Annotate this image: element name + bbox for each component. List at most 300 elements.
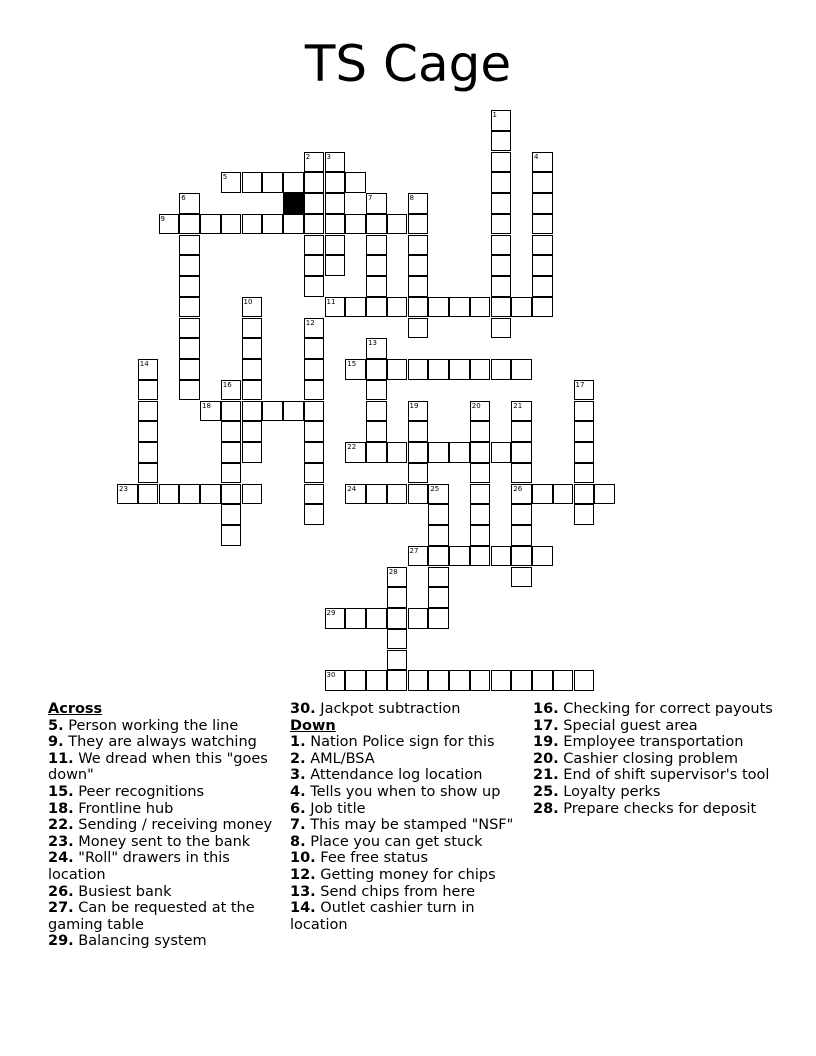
grid-cell[interactable] (283, 172, 304, 193)
grid-cell[interactable] (470, 525, 491, 546)
grid-cell[interactable] (470, 421, 491, 442)
grid-cell[interactable] (449, 670, 470, 691)
grid-cell[interactable] (532, 297, 553, 318)
grid-cell[interactable] (491, 193, 512, 214)
down-clue (290, 734, 522, 751)
grid-cell[interactable] (366, 255, 387, 276)
grid-cell[interactable] (387, 214, 408, 235)
grid-cell[interactable] (470, 442, 491, 463)
grid-cell[interactable] (242, 359, 263, 380)
grid-cell[interactable] (491, 214, 512, 235)
clue-text: Place you can get stuck (305, 833, 483, 850)
clue-number: 1. (290, 734, 306, 751)
grid-cell[interactable] (304, 484, 325, 505)
grid-cell[interactable] (117, 484, 138, 505)
grid-cell[interactable] (221, 525, 242, 546)
grid-cell[interactable] (387, 359, 408, 380)
grid-cell[interactable] (470, 670, 491, 691)
grid-cell[interactable] (242, 172, 263, 193)
grid-cell[interactable] (304, 214, 325, 235)
down-clue (290, 834, 522, 851)
grid-cell[interactable] (449, 442, 470, 463)
grid-cell[interactable] (221, 214, 242, 235)
grid-cell[interactable] (221, 172, 242, 193)
grid-cell[interactable] (428, 608, 449, 629)
grid-cell[interactable] (366, 297, 387, 318)
grid-cell[interactable] (511, 297, 532, 318)
grid-cell[interactable] (221, 442, 242, 463)
grid-cell[interactable] (408, 608, 429, 629)
grid-cell[interactable] (408, 235, 429, 256)
clue-number: 13. (290, 883, 316, 900)
clue-number: 18. (48, 800, 74, 817)
clue-number: 17. (533, 717, 559, 734)
grid-cell[interactable] (304, 235, 325, 256)
grid-cell[interactable] (511, 359, 532, 380)
clue-number: 21. (533, 767, 559, 784)
grid-cell[interactable] (449, 359, 470, 380)
down-clue (290, 751, 522, 768)
grid-cell[interactable] (366, 235, 387, 256)
grid-cell[interactable] (491, 152, 512, 173)
clue-text: End of shift supervisor's tool (558, 767, 770, 784)
grid-cell[interactable] (179, 318, 200, 339)
clue-text: Loyalty perks (558, 783, 661, 800)
grid-cell[interactable] (138, 421, 159, 442)
clue-text: Jackpot subtraction (315, 701, 461, 717)
grid-cell[interactable] (491, 359, 512, 380)
black-square (283, 193, 304, 214)
grid-cell[interactable] (491, 546, 512, 567)
grid-cell[interactable] (428, 484, 449, 505)
grid-cell[interactable] (345, 359, 366, 380)
grid-cell[interactable] (221, 421, 242, 442)
grid-cell[interactable] (470, 401, 491, 422)
clue-number-label: 28 (388, 567, 398, 576)
across-clue (48, 933, 278, 950)
clue-number-label: 10 (243, 297, 253, 306)
clue-number-label: 30 (326, 671, 336, 680)
grid-cell[interactable] (138, 401, 159, 422)
across-clue-list (48, 718, 278, 950)
clue-number: 3. (290, 767, 306, 784)
puzzle-title: TS Cage (304, 35, 512, 93)
grid-cell[interactable] (138, 463, 159, 484)
grid-cell[interactable] (325, 255, 346, 276)
grid-cell[interactable] (366, 401, 387, 422)
grid-cell[interactable] (428, 297, 449, 318)
clues-column-3 (533, 701, 783, 817)
grid-cell[interactable] (408, 401, 429, 422)
grid-cell[interactable] (511, 546, 532, 567)
clue-number: 15. (48, 783, 74, 800)
grid-cell[interactable] (304, 463, 325, 484)
grid-cell[interactable] (574, 484, 595, 505)
grid-cell[interactable] (408, 442, 429, 463)
clue-number: 28. (533, 800, 559, 817)
grid-cell[interactable] (491, 442, 512, 463)
grid-cell[interactable] (262, 401, 283, 422)
grid-cell[interactable] (138, 380, 159, 401)
grid-cell[interactable] (387, 297, 408, 318)
clue-text: Cashier closing problem (558, 750, 739, 767)
grid-cell[interactable] (491, 255, 512, 276)
grid-cell[interactable] (304, 318, 325, 339)
clue-text: Sending / receiving money (73, 817, 273, 834)
clue-text: Checking for correct payouts (558, 701, 773, 717)
grid-cell[interactable] (159, 214, 180, 235)
down-clue (290, 784, 522, 801)
grid-cell[interactable] (221, 380, 242, 401)
grid-cell[interactable] (470, 297, 491, 318)
grid-cell[interactable] (428, 567, 449, 588)
grid-cell[interactable] (532, 193, 553, 214)
grid-cell[interactable] (325, 608, 346, 629)
grid-cell[interactable] (179, 214, 200, 235)
grid-cell[interactable] (242, 318, 263, 339)
clue-number-label: 14 (139, 360, 149, 368)
down-clue (290, 767, 522, 784)
grid-cell[interactable] (221, 401, 242, 422)
clue-number-label: 9 (160, 214, 165, 223)
grid-cell[interactable] (408, 297, 429, 318)
grid-cell[interactable] (325, 152, 346, 173)
grid-cell[interactable] (242, 214, 263, 235)
grid-cell[interactable] (387, 587, 408, 608)
clue-text: Getting money for chips (315, 866, 496, 883)
clue-number-label: 3 (326, 152, 331, 161)
grid-cell[interactable] (408, 255, 429, 276)
grid-cell[interactable] (366, 276, 387, 297)
clue-number-label: 25 (430, 484, 440, 493)
grid-cell[interactable] (387, 670, 408, 691)
grid-cell[interactable] (511, 484, 532, 505)
clue-text: This may be stamped "NSF" (305, 817, 514, 834)
grid-cell[interactable] (159, 484, 180, 505)
clue-number-label: 6 (181, 194, 186, 202)
grid-cell[interactable] (491, 235, 512, 256)
grid-cell[interactable] (428, 525, 449, 546)
grid-cell[interactable] (200, 214, 221, 235)
clue-number: 19. (533, 734, 559, 751)
grid-cell[interactable] (304, 193, 325, 214)
clue-text: Tells you when to show up (305, 783, 501, 800)
grid-cell[interactable] (304, 172, 325, 193)
grid-cell[interactable] (179, 235, 200, 256)
grid-cell[interactable] (491, 670, 512, 691)
grid-cell[interactable] (221, 463, 242, 484)
clue-number: 10. (290, 850, 316, 867)
grid-cell[interactable] (553, 670, 574, 691)
grid-cell[interactable] (179, 380, 200, 401)
grid-cell[interactable] (428, 670, 449, 691)
down-clue (290, 801, 522, 818)
across-clue (48, 784, 278, 801)
grid-cell[interactable] (408, 463, 429, 484)
grid-cell[interactable] (428, 587, 449, 608)
clue-number: 25. (533, 783, 559, 800)
grid-cell[interactable] (574, 463, 595, 484)
grid-cell[interactable] (470, 484, 491, 505)
grid-cell[interactable] (366, 442, 387, 463)
grid-cell[interactable] (574, 421, 595, 442)
grid-cell[interactable] (491, 318, 512, 339)
grid-cell[interactable] (325, 235, 346, 256)
grid-cell[interactable] (511, 442, 532, 463)
grid-cell[interactable] (532, 152, 553, 173)
grid-cell[interactable] (408, 276, 429, 297)
grid-cell[interactable] (242, 421, 263, 442)
grid-cell[interactable] (325, 214, 346, 235)
grid-cell[interactable] (491, 172, 512, 193)
clue-text: They are always watching (63, 734, 257, 751)
grid-cell[interactable] (511, 525, 532, 546)
clue-number: 11. (48, 750, 74, 767)
clue-number-label: 7 (368, 194, 373, 202)
grid-cell[interactable] (366, 380, 387, 401)
clue-number: 29. (48, 933, 74, 950)
grid-cell[interactable] (179, 484, 200, 505)
grid-cell[interactable] (366, 670, 387, 691)
grid-cell[interactable] (179, 255, 200, 276)
grid-cell[interactable] (511, 463, 532, 484)
clue-number-label: 8 (409, 194, 414, 202)
grid-cell[interactable] (387, 484, 408, 505)
clue-text: Money sent to the bank (73, 833, 251, 850)
clue-text: Job title (305, 800, 366, 817)
grid-cell[interactable] (283, 214, 304, 235)
down-clue-list-continued (533, 701, 783, 817)
clue-text: Person working the line (63, 717, 239, 734)
down-clue (290, 867, 522, 884)
grid-cell[interactable] (387, 629, 408, 650)
grid-cell[interactable] (138, 484, 159, 505)
grid-cell[interactable] (511, 401, 532, 422)
clue-number-label: 18 (202, 401, 211, 410)
grid-cell[interactable] (242, 442, 263, 463)
grid-cell[interactable] (491, 297, 512, 318)
clue-text: Special guest area (558, 717, 698, 734)
grid-cell[interactable] (179, 276, 200, 297)
grid-cell[interactable] (304, 338, 325, 359)
clue-number-label: 20 (471, 401, 481, 410)
grid-cell[interactable] (574, 380, 595, 401)
grid-cell[interactable] (304, 442, 325, 463)
grid-cell[interactable] (511, 504, 532, 525)
grid-cell[interactable] (511, 670, 532, 691)
grid-cell[interactable] (345, 172, 366, 193)
clue-number-label: 27 (409, 546, 419, 555)
grid-cell[interactable] (387, 442, 408, 463)
clue-number: 7. (290, 817, 306, 834)
grid-cell[interactable] (138, 442, 159, 463)
grid-cell[interactable] (491, 131, 512, 152)
clue-text: AML/BSA (305, 750, 375, 767)
grid-cell[interactable] (532, 276, 553, 297)
grid-cell[interactable] (491, 110, 512, 131)
grid-cell[interactable] (345, 484, 366, 505)
grid-cell[interactable] (491, 276, 512, 297)
grid-cell[interactable] (345, 608, 366, 629)
clue-number: 23. (48, 833, 74, 850)
grid-cell[interactable] (304, 421, 325, 442)
clue-number-label: 5 (222, 173, 228, 182)
grid-cell[interactable] (511, 567, 532, 588)
grid-cell[interactable] (345, 670, 366, 691)
grid-cell[interactable] (304, 255, 325, 276)
clue-text: Fee free status (315, 850, 429, 867)
grid-cell[interactable] (532, 172, 553, 193)
grid-cell[interactable] (532, 255, 553, 276)
grid-cell[interactable] (179, 193, 200, 214)
clue-number: 5. (48, 717, 64, 734)
clue-number: 27. (48, 900, 74, 917)
grid-cell[interactable] (408, 421, 429, 442)
down-clue-list (290, 734, 522, 933)
down-clue (290, 884, 522, 901)
grid-cell[interactable] (387, 567, 408, 588)
grid-cell[interactable] (283, 401, 304, 422)
grid-cell[interactable] (408, 546, 429, 567)
grid-cell[interactable] (200, 401, 221, 422)
grid-cell[interactable] (304, 276, 325, 297)
clue-number: 2. (290, 750, 306, 767)
grid-cell[interactable] (325, 297, 346, 318)
clue-text: Attendance log location (305, 767, 483, 784)
clue-text: Send chips from here (315, 883, 476, 900)
clue-number-label: 23 (119, 484, 128, 493)
grid-cell[interactable] (221, 484, 242, 505)
grid-cell[interactable] (304, 359, 325, 380)
grid-cell[interactable] (387, 650, 408, 671)
grid-cell[interactable] (532, 235, 553, 256)
grid-cell[interactable] (242, 401, 263, 422)
clue-number: 6. (290, 800, 306, 817)
grid-cell[interactable] (574, 670, 595, 691)
grid-cell[interactable] (179, 297, 200, 318)
clue-number: 26. (48, 883, 74, 900)
grid-cell[interactable] (366, 338, 387, 359)
grid-cell[interactable] (428, 442, 449, 463)
clue-number: 24. (48, 850, 74, 867)
across-clue (48, 884, 278, 901)
grid-cell[interactable] (470, 359, 491, 380)
clue-text: Employee transportation (558, 734, 744, 751)
grid-cell[interactable] (242, 484, 263, 505)
down-clue (533, 718, 783, 735)
grid-cell[interactable] (408, 193, 429, 214)
clue-number-label: 11 (326, 297, 336, 306)
grid-cell[interactable] (470, 504, 491, 525)
across-clue (48, 900, 278, 933)
clue-text: Prepare checks for deposit (558, 800, 757, 817)
clue-text: Nation Police sign for this (305, 734, 495, 751)
grid-cell[interactable] (366, 608, 387, 629)
clue-number: 20. (533, 750, 559, 767)
grid-cell[interactable] (242, 380, 263, 401)
grid-cell[interactable] (574, 401, 595, 422)
grid-cell[interactable] (138, 359, 159, 380)
grid-cell[interactable] (532, 484, 553, 505)
grid-cell[interactable] (428, 359, 449, 380)
grid-cell[interactable] (532, 546, 553, 567)
grid-cell[interactable] (366, 421, 387, 442)
grid-cell[interactable] (532, 670, 553, 691)
grid-cell[interactable] (366, 193, 387, 214)
grid-cell[interactable] (470, 463, 491, 484)
clue-number: 12. (290, 866, 316, 883)
grid-cell[interactable] (304, 504, 325, 525)
grid-cell[interactable] (428, 504, 449, 525)
grid-cell[interactable] (532, 214, 553, 235)
grid-cell[interactable] (304, 380, 325, 401)
clues-column-1 (48, 701, 278, 950)
clue-number: 30. (290, 701, 316, 717)
grid-cell[interactable] (366, 484, 387, 505)
grid-cell[interactable] (262, 214, 283, 235)
grid-cell[interactable] (408, 484, 429, 505)
grid-cell[interactable] (345, 297, 366, 318)
down-clue (533, 784, 783, 801)
clue-number-label: 12 (305, 318, 315, 327)
across-clue (48, 817, 278, 834)
down-clue (290, 850, 522, 867)
grid-cell[interactable] (428, 546, 449, 567)
grid-cell[interactable] (325, 193, 346, 214)
grid-cell[interactable] (366, 359, 387, 380)
grid-cell[interactable] (387, 608, 408, 629)
grid-cell[interactable] (325, 670, 346, 691)
grid-cell[interactable] (242, 297, 263, 318)
down-clue (533, 734, 783, 751)
grid-cell[interactable] (304, 152, 325, 173)
grid-cell[interactable] (179, 338, 200, 359)
grid-cell[interactable] (200, 484, 221, 505)
clue-number-label: 19 (409, 401, 419, 410)
clue-number-label: 29 (326, 609, 336, 617)
grid-cell[interactable] (345, 442, 366, 463)
grid-cell[interactable] (449, 297, 470, 318)
grid-cell[interactable] (408, 214, 429, 235)
across-clue (48, 718, 278, 735)
grid-cell[interactable] (594, 484, 615, 505)
clue-number-label: 13 (368, 339, 377, 348)
clue-text: Frontline hub (73, 800, 174, 817)
grid-cell[interactable] (408, 359, 429, 380)
across-clue (48, 801, 278, 818)
clue-number-label: 22 (347, 443, 357, 451)
grid-cell[interactable] (221, 504, 242, 525)
clue-number-label: 4 (534, 152, 539, 161)
grid-cell[interactable] (408, 318, 429, 339)
down-clue (533, 751, 783, 768)
grid-cell[interactable] (470, 546, 491, 567)
grid-cell[interactable] (449, 546, 470, 567)
grid-cell[interactable] (511, 421, 532, 442)
grid-cell[interactable] (345, 214, 366, 235)
grid-cell[interactable] (304, 401, 325, 422)
grid-cell[interactable] (574, 442, 595, 463)
grid-cell[interactable] (262, 172, 283, 193)
grid-cell[interactable] (325, 172, 346, 193)
grid-cell[interactable] (179, 359, 200, 380)
grid-cell[interactable] (242, 338, 263, 359)
grid-cell[interactable] (574, 504, 595, 525)
across-clue (48, 850, 278, 883)
grid-cell[interactable] (408, 670, 429, 691)
grid-cell[interactable] (553, 484, 574, 505)
grid-cell[interactable] (366, 214, 387, 235)
